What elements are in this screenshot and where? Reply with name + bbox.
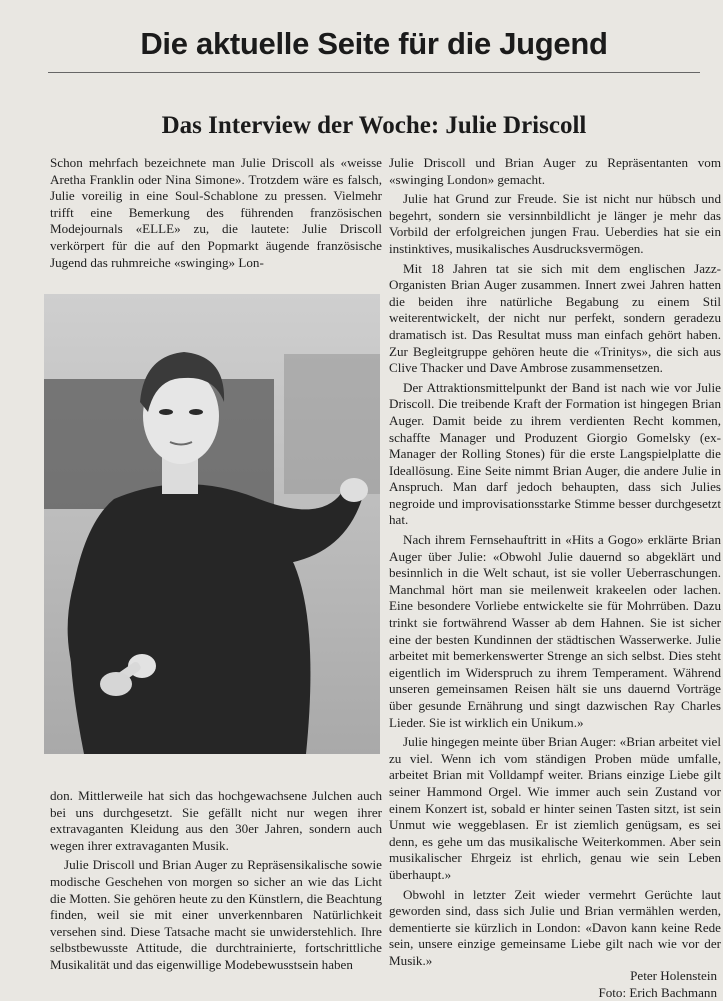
photo-credit: Foto: Erich Bachmann [598, 984, 717, 1000]
section-header [48, 20, 700, 73]
article-headline: Das Interview der Woche: Julie Driscoll [161, 112, 587, 139]
section-title: Die aktuelle Seite für die Jugend [140, 26, 608, 61]
paragraph: Der Attraktionsmittelpunkt der Band ist nach wie vor Julie Driscoll. Die treibende Kraft der Formation ist hingegen Brian Auger. Damit beide zu ihrem verdienten Recht kommen, schaffte Manager und Produzent Giorgio Gomelsky (ex-Manager der Rolling Stones) für die erste Langspielplatte die Ideallösung. Eine Seite nimmt Brian Auger, die andere Julie in Anspruch. Man darf jedoch behaupten, dass sich Julies negroide und improvisationsstarke Stimme besser durchgesetzt hat. [389, 379, 721, 528]
portrait-photo [44, 294, 380, 754]
paragraph: Mit 18 Jahren tat sie sich mit dem englischen Jazz-Organisten Brian Auger zusammen. Innert zwei Jahren hatten die beiden ihre natürliche Begabung zu einem Stil weiterentwickelt, der nicht nur perfekt, sondern geradezu dramatisch ist. Das Resultat muss man einfach gehört haben. Zur Begleitgruppe gehören heute die «Trinitys», die sich aus Clive Thacker und Dave Ambrose zusammensetzen. [389, 260, 721, 376]
singer-photo-illustration [44, 294, 380, 754]
left-column-bottom [50, 788, 382, 977]
left-column-top [50, 155, 382, 274]
author-name: Peter Holenstein [630, 968, 717, 983]
paragraph: Obwohl in letzter Zeit wieder vermehrt Gerüchte laut geworden sind, dass sich Julie und Brian vermählen werden, dementierte sie kürzlich in London: «Davon kann keine Rede sein, unsere einzige gemeinsame Liebe gilt nach wie vor der Musik.» [389, 886, 721, 968]
paragraph: Schon mehrfach bezeichnete man Julie Driscoll als «weisse Aretha Franklin oder Nina Simone». Trotzdem wäre es falsch, Julie voreilig in eine Soul-Schablone zu pressen. Vielmehr trifft eine Bemerkung des führenden französischen Modejournals «ELLE» zu, die lautete: Julie Driscoll verkörpert für die auf den Popmarkt äugende französische Jugend das ruhmreiche «swinging» Lon- [50, 155, 382, 270]
paragraph: Nach ihrem Fernsehauftritt in «Hits a Gogo» erklärte Brian Auger über Julie: «Obwohl Julie dauernd so abgeklärt und besinnlich in die Welt schaut, ist sie voller Ueberraschungen. Manchmal hört man sie meilenweit krakeelen oder lachen. Eine besondere Vorliebe entwickelte sie für Mohrrüben. Dazu trinkt sie fortwährend Wasser ab dem Hahnen. Sie ist sicher eine der besten Kundinnen der städtischen Wasserwerke. Julie arbeitet mit bemerkenswerter Strenge an sich selbst. Dies steht eigentlich im Widerspruch zu ihrem Temperament. Während unseren gemeinsamen Reisen hält sie uns dauernd Vorträge über gesunde Ernährung und singt dazwischen Ray Charles Lieder. Sie ist wirklich ein Unikum.» [389, 532, 721, 730]
paragraph: Julie hat Grund zur Freude. Sie ist nicht nur hübsch und begehrt, sondern sie versinnbildlicht je länger je mehr das Vorbild der erfolgreichen jungen Frau. Ueberdies hat sie ein instinktives, musikalisches Ausdrucksvermögen. [389, 191, 721, 256]
byline [598, 968, 717, 1001]
right-column [389, 155, 721, 973]
paragraph: don. Mittlerweile hat sich das hochgewachsene Julchen auch bei uns durchgesetzt. Sie gefällt nicht nur wegen ihrer extravaganten Kleidung aus den 30er Jahren, sondern auch wegen ihrer extravaganten Musik. [50, 788, 382, 853]
paragraph: Julie hingegen meinte über Brian Auger: «Brian arbeitet viel zu viel. Wenn ich vom ständigen Proben müde umfalle, arbeitet Brian mit Volldampf weiter. Brians einzige Liebe gilt seiner Hammond Orgel. Wie immer auch sein Zustand vor einem Konzert ist, sobald er hinter seinen Tasten sitzt, ist sein Unmut wie weggeblasen. Er ist ziemlich genügsam, es sei denn, es gehe um das musikalische Weiterkommen. Aber sein musikalischer Ehrgeiz ist ehrlich, genau wie sein Leben überhaupt.» [389, 734, 721, 882]
paragraph: Julie Driscoll und Brian Auger zu Repräsentanten vom «swinging London» gemacht. [389, 155, 721, 187]
paragraph: Julie Driscoll und Brian Auger zu Repräsensikalische sowie modische Geschehen von morgen so sicher an wie das Licht die Motten. Sie gehören heute zu den Künstlern, die Beachtung finden, weil sie mit einer unverkennbaren Natürlichkeit versehen sind. Diese Tatsache macht sie unwiderstehlich. Ihre selbstbewusste Attitude, die durchtrainierte, fortschrittliche Musikalität und das eigenwillige Modebewusstsein haben [50, 857, 382, 972]
